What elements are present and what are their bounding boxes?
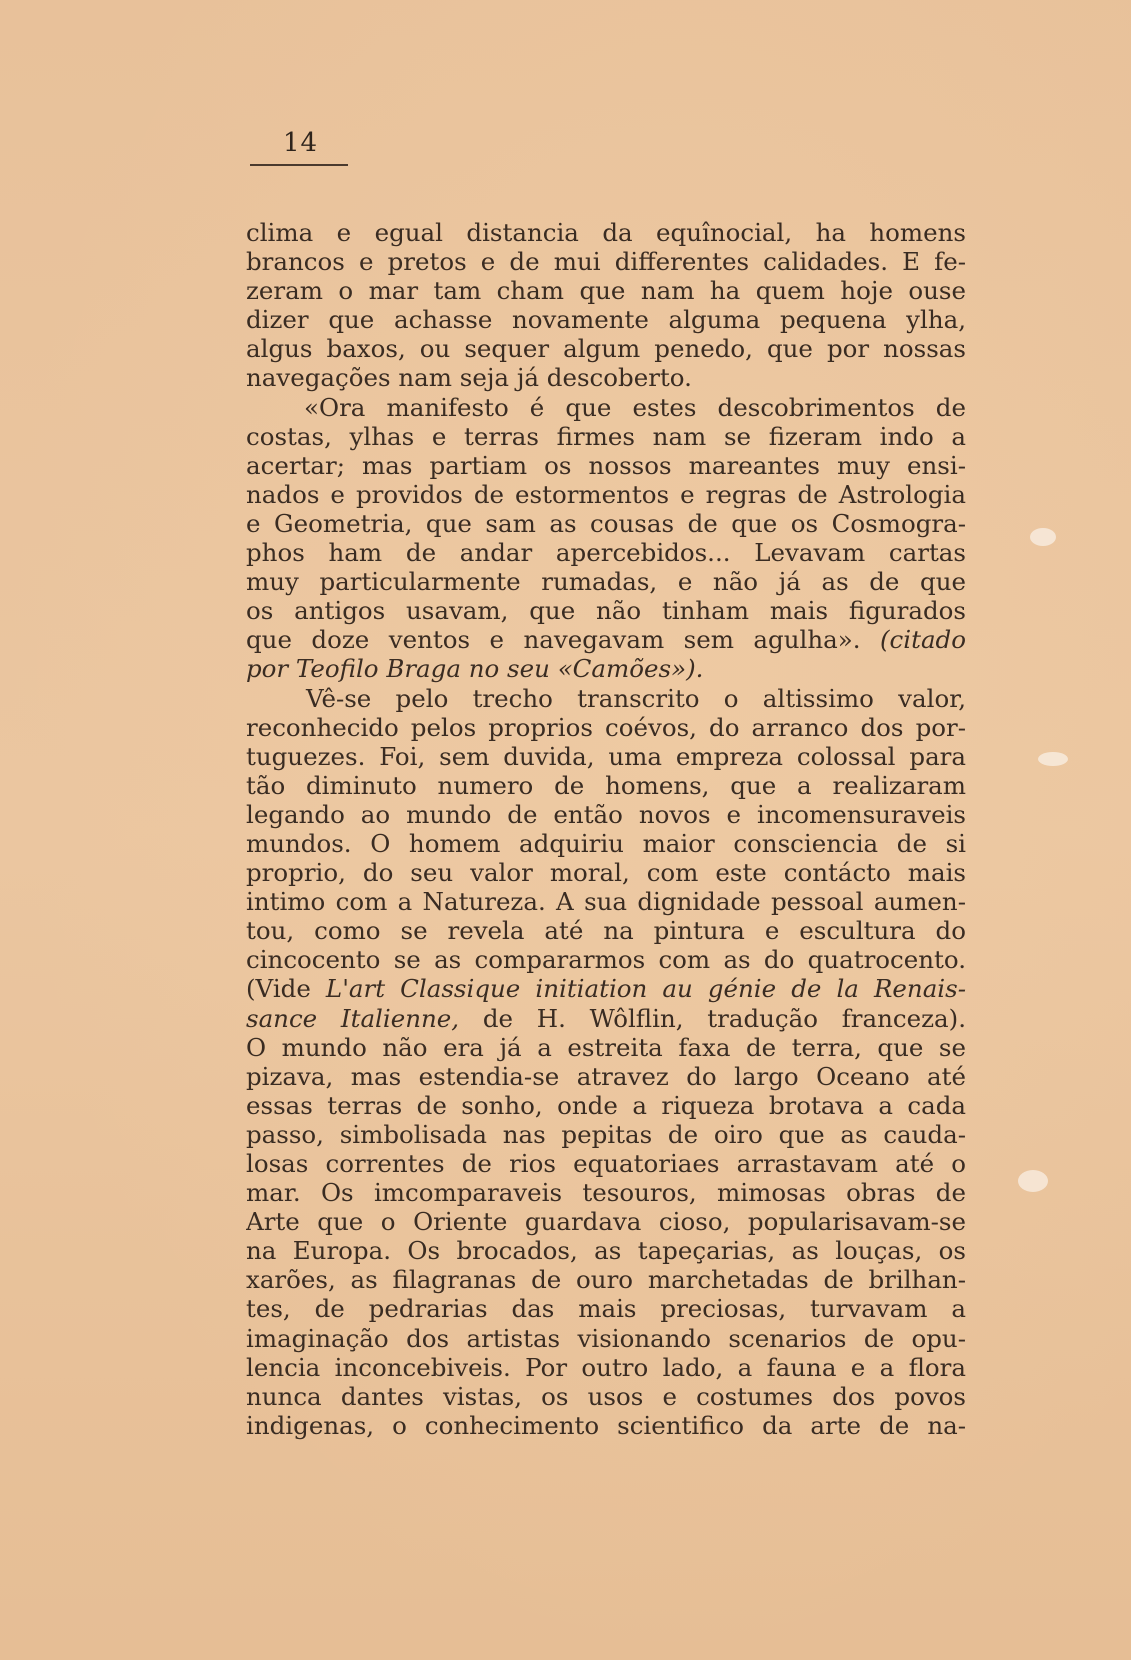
text-line: xarões, as filagranas de ouro marchetadas de brilhan- xyxy=(246,1265,966,1295)
text-line: O mundo não era já a estreita faxa de terra, que se xyxy=(246,1032,966,1062)
text-line: phos ham de andar apercebidos... Levavam cartas xyxy=(246,538,966,568)
text-line xyxy=(246,974,966,1003)
text-segment: de H. Wôlflin, tradução franceza). xyxy=(482,1003,966,1033)
italic-title: L'art Classique initiation au génie de la Renais- xyxy=(325,974,966,1004)
text-line: algus baxos, ou sequer algum penedo, que por nossas xyxy=(246,334,966,364)
page-stain xyxy=(1030,528,1056,546)
text-line: Arte que o Oriente guardava cioso, popularisavam-se xyxy=(246,1207,966,1237)
text-line: pizava, mas estendia-se atravez do largo Oceano até xyxy=(246,1061,966,1091)
text-line: navegações nam seja já descoberto. xyxy=(246,363,692,393)
text-line: na Europa. Os brocados, as tapeçarias, as louças, os xyxy=(246,1236,966,1266)
page-number: 14 xyxy=(283,128,319,158)
text-line-citation: por Teofilo Braga no seu «Camões»). xyxy=(246,654,704,684)
text-segment: (Vide xyxy=(246,974,311,1004)
text-line: zeram o mar tam cham que nam ha quem hoje ouse xyxy=(246,276,966,306)
text-line: mar. Os imcomparaveis tesouros, mimosas obras de xyxy=(246,1178,966,1208)
text-line: reconhecido pelos proprios coévos, do arranco dos por- xyxy=(246,712,966,742)
text-line: tes, de pedrarias das mais preciosas, turvavam a xyxy=(246,1294,966,1324)
text-line xyxy=(246,625,966,654)
text-line: cincocento se as compararmos com as do quatrocento. xyxy=(246,945,966,975)
text-line: essas terras de sonho, onde a riqueza brotava a cada xyxy=(246,1090,966,1120)
text-line: tão diminuto numero de homens, que a realizaram xyxy=(246,770,966,800)
text-line: indigenas, o conhecimento scientifico da arte de na- xyxy=(246,1410,966,1440)
text-line: tuguezes. Foi, sem duvida, uma empreza colossal para xyxy=(246,741,966,771)
text-line: clima e egual distancia da equînocial, ha homens xyxy=(246,218,966,247)
text-line: legando ao mundo de então novos e incomensuraveis xyxy=(246,799,966,829)
page-number-rule xyxy=(250,164,348,166)
text-line: intimo com a Natureza. A sua dignidade pessoal aumen- xyxy=(246,887,966,917)
text-line xyxy=(246,1004,966,1033)
text-line: proprio, do seu valor moral, com este contácto mais xyxy=(246,858,966,888)
text-line: imaginação dos artistas visionando scenarios de opu- xyxy=(246,1323,966,1353)
text-line: lencia inconcebiveis. Por outro lado, a fauna e a flora xyxy=(246,1352,966,1382)
text-line: costas, ylhas e terras firmes nam se fizeram indo a xyxy=(246,421,966,451)
page-stain xyxy=(1038,752,1068,766)
text-line: brancos e pretos e de mui differentes calidades. E fe- xyxy=(246,247,966,277)
text-segment: que doze ventos e navegavam sem agulha». xyxy=(246,625,861,655)
text-line: nados e providos de estormentos e regras de Astrologia xyxy=(246,479,966,509)
body-text xyxy=(246,218,966,1440)
italic-title: sance Italienne, xyxy=(246,1003,460,1033)
text-line: nunca dantes vistas, os usos e costumes dos povos xyxy=(246,1381,966,1411)
text-line: losas correntes de rios equatoriaes arrastavam até o xyxy=(246,1149,966,1178)
text-line: muy particularmente rumadas, e não já as de que xyxy=(246,567,966,597)
text-line: dizer que achasse novamente alguma pequena ylha, xyxy=(246,305,966,335)
italic-citation: (citado xyxy=(879,625,966,655)
text-line: mundos. O homem adquiriu maior consciencia de si xyxy=(246,828,966,858)
text-line: acertar; mas partiam os nossos mareantes muy ensi- xyxy=(246,450,966,480)
page-stain xyxy=(1018,1170,1048,1192)
text-line: tou, como se revela até na pintura e escultura do xyxy=(246,916,966,946)
text-line: e Geometria, que sam as cousas de que os Cosmogra- xyxy=(246,508,966,538)
text-line: passo, simbolisada nas pepitas de oiro que as cauda- xyxy=(246,1119,966,1149)
text-line: Vê-se pelo trecho transcrito o altissimo valor, xyxy=(306,683,966,713)
text-line: os antigos usavam, que não tinham mais figurados xyxy=(246,596,966,626)
text-line: «Ora manifesto é que estes descobrimentos de xyxy=(304,392,966,422)
